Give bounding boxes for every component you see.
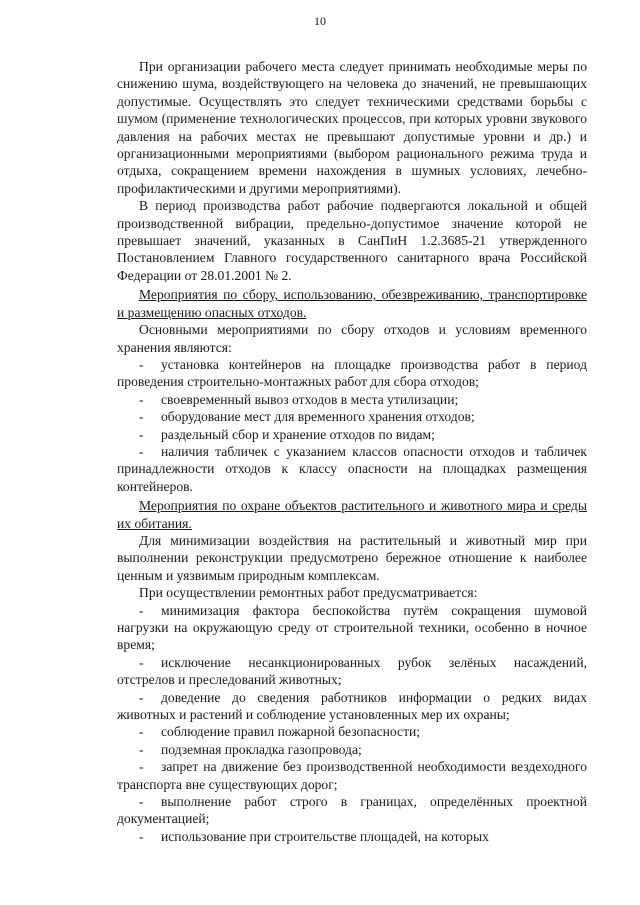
list-item: - установка контейнеров на площадке производства работ в период проведения строительно-монтажных работ для сбора отходов;: [117, 356, 587, 390]
list-item: - использование при строительстве площадей, на которых: [139, 828, 489, 844]
document-body: [117, 58, 587, 845]
paragraph-vibration: В период производства работ рабочие подвергаются локальной и общей производственной вибрации, предельно-допустимое значение которой не превышает значений, указанных в СанПиН 1.2.3685-21 утвержденного Постановлением Главного государственного санитарного врача Российской Федерации от 28.01.2001 № 2.: [117, 198, 587, 283]
list-item: - исключение несанкционированных рубок зелёных насаждений, отстрелов и преследований животных;: [117, 654, 587, 688]
paragraph-waste-intro: Основными мероприятиями по сбору отходов и условиям временного хранения являются:: [117, 322, 587, 355]
list-item: - наличия табличек с указанием классов опасности отходов и табличек принадлежности отходов к классу опасности на площадках размещения контейнеров.: [117, 443, 587, 494]
paragraph-noise: При организации рабочего места следует принимать необходимые меры по снижению шума, воздействующего на человека до значений, не превышающих допустимые. Осуществлять это следует техническими средствами борьбы с шумом (применение технологических процессов, при которых уровни звукового давления на рабочих местах не превышают допустимые уровни и др.) и организационными мероприятиями (выбором рационального режима труда и отдыха, сокращением времени нахождения в шумных условиях, лечебно-профилактическими и другими мероприятиями).: [117, 59, 587, 196]
list-item: - соблюдение правил пожарной безопасности;: [139, 724, 421, 740]
list-item: - выполнение работ строго в границах, определённых проектной документацией;: [117, 794, 587, 827]
list-item: - запрет на движение без производственной необходимости вездеходного транспорта вне существующих дорог;: [117, 759, 587, 792]
section-heading-waste: Мероприятия по сбору, использованию, обезвреживанию, транспортировке и размещению опасных отходов.: [117, 287, 587, 320]
paragraph-repair-intro: При осуществлении ремонтных работ предусматривается:: [139, 585, 478, 601]
list-item: - подземная прокладка газопровода;: [139, 741, 362, 757]
page-number: 10: [314, 14, 326, 28]
list-item: - оборудование мест для временного хранения отходов;: [139, 409, 475, 425]
list-item: - доведение до сведения работников информации о редких видах животных и растений и соблюдение установленных мер их охраны;: [117, 689, 587, 723]
paragraph-minimization: Для минимизации воздействия на растительный и животный мир при выполнении реконструкции предусмотрено бережное отношение к наиболее ценным и уязвимым природным комплексам.: [117, 532, 587, 583]
list-item: - минимизация фактора беспокойства путём сокращения шумовой нагрузки на окружающую среду от строительной техники, особенно в ночное время;: [117, 602, 587, 653]
list-item: - раздельный сбор и хранение отходов по видам;: [139, 426, 435, 442]
section-heading-flora-fauna: Мероприятия по охране объектов растительного и животного мира и среды их обитания.: [117, 498, 587, 531]
list-item: - своевременный вывоз отходов в места утилизации;: [139, 391, 459, 407]
